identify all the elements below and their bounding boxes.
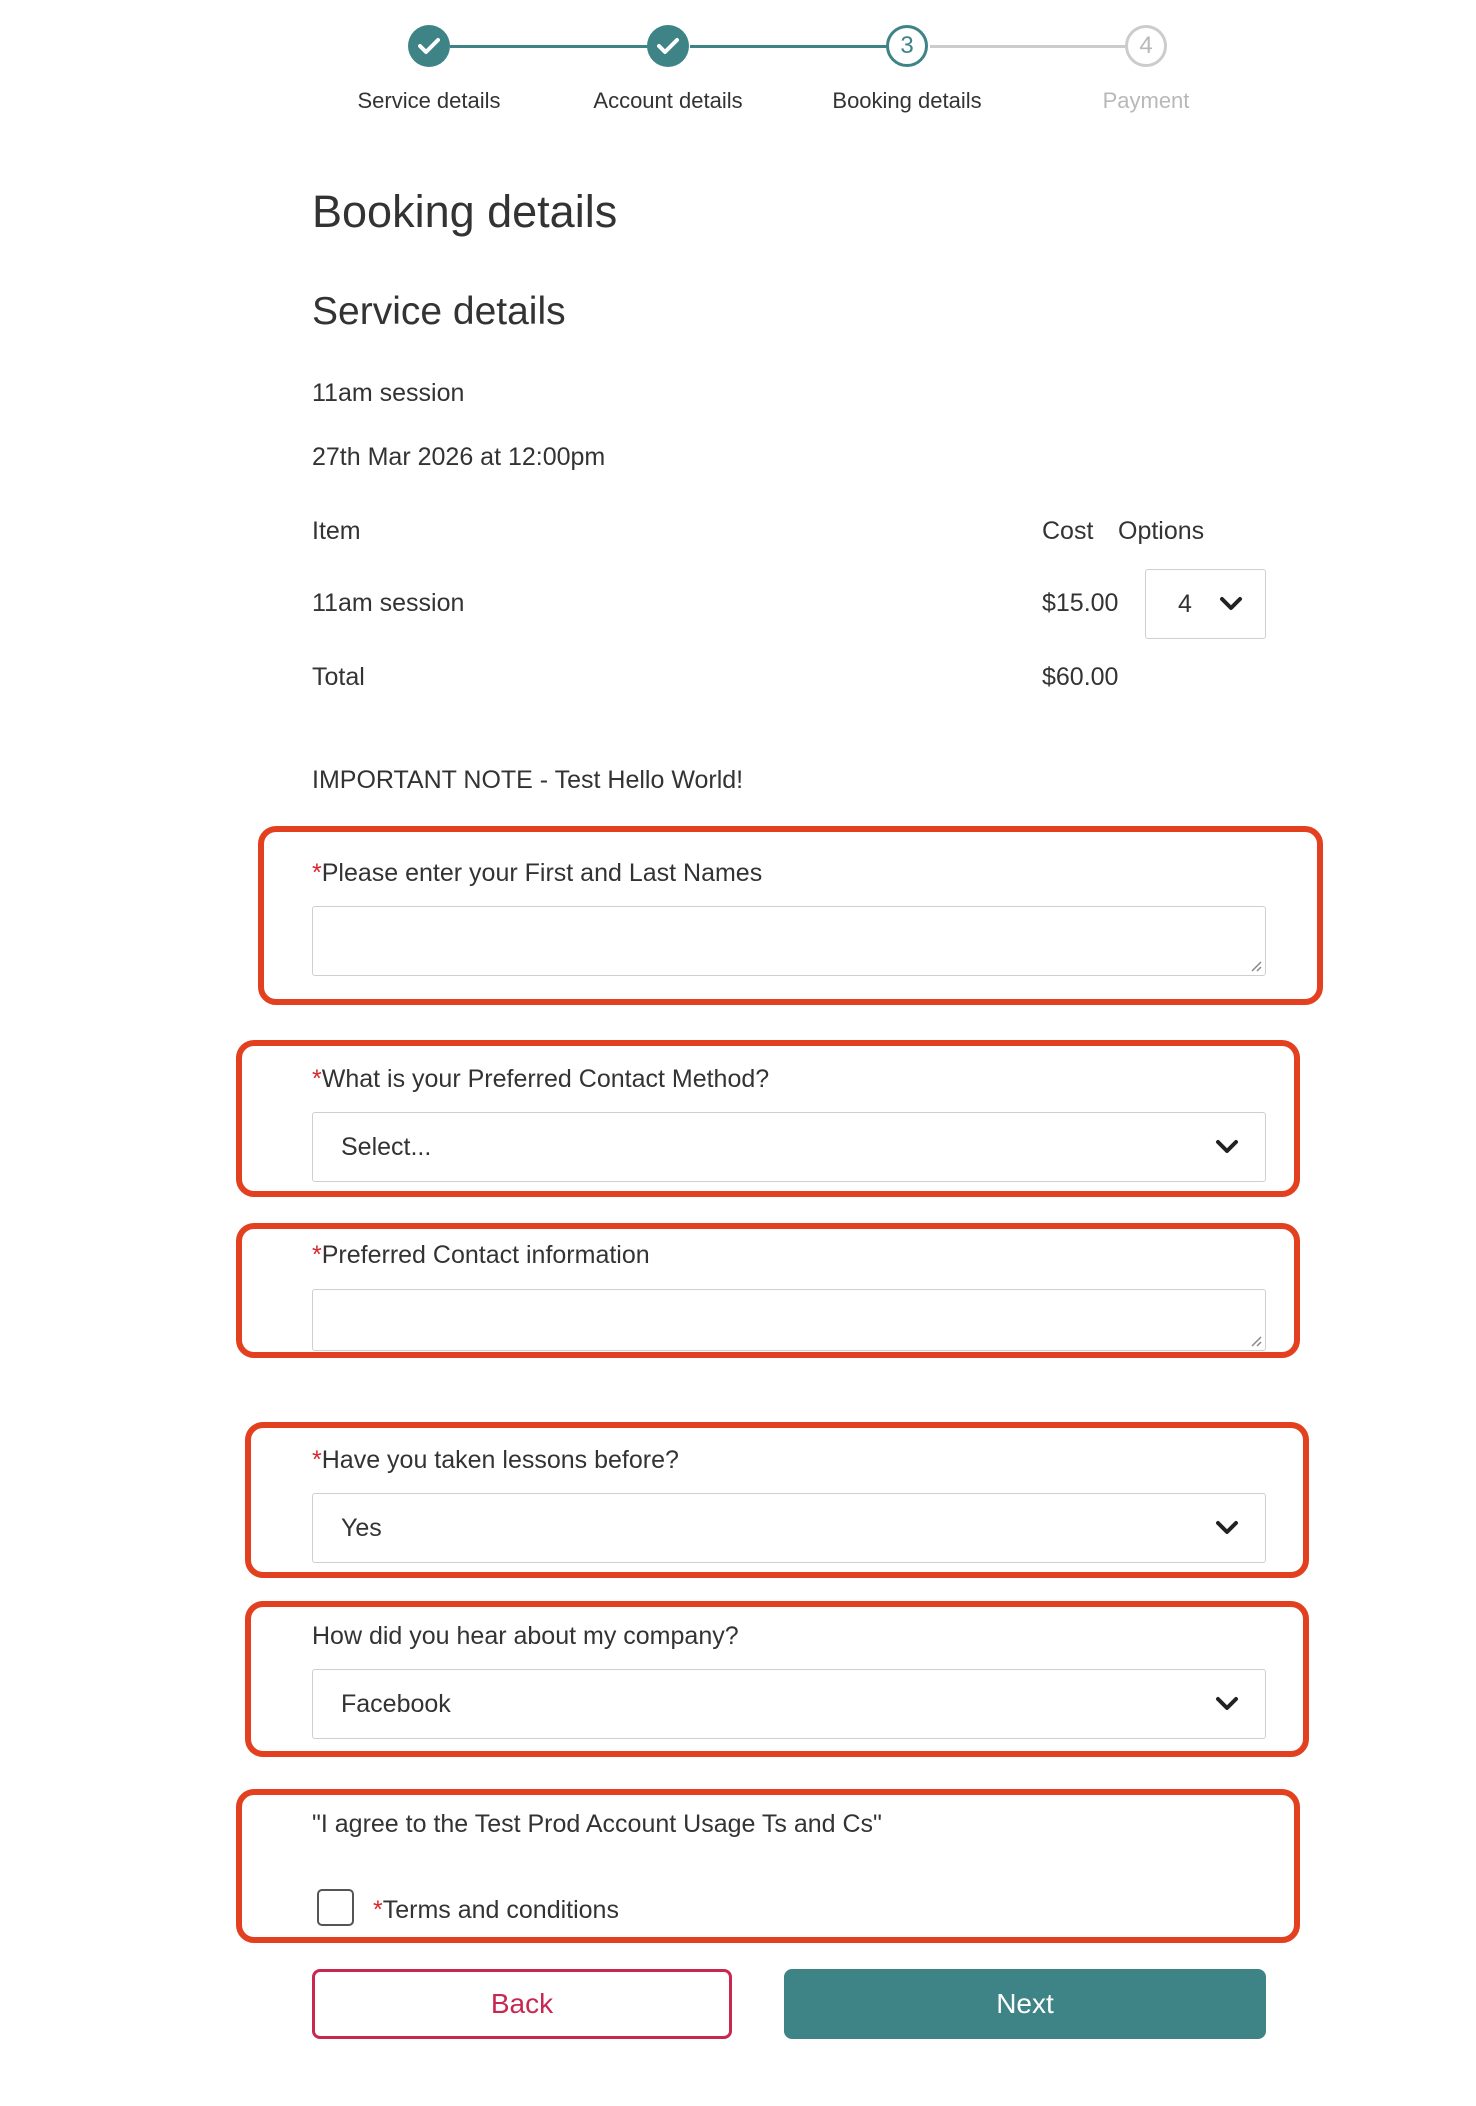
lessons-label-text: Have you taken lessons before?: [321, 1446, 679, 1474]
stepper-line-3: [930, 45, 1140, 48]
back-button[interactable]: Back: [312, 1969, 732, 2039]
step-3-number: 3: [900, 32, 914, 59]
session-datetime: 27th Mar 2026 at 12:00pm: [312, 443, 606, 471]
contact-method-value: Select...: [341, 1132, 432, 1161]
row-item-cost: $15.00: [1042, 589, 1119, 617]
page-title: Booking details: [312, 186, 618, 237]
step-4-number: 4: [1139, 32, 1153, 59]
stepper-line-1: [450, 45, 660, 48]
heard-value: Facebook: [341, 1689, 451, 1718]
check-icon: [418, 37, 440, 55]
quantity-select[interactable]: [1145, 569, 1266, 639]
terms-label-text: Terms and conditions: [382, 1896, 619, 1924]
contact-info-label: [312, 1241, 650, 1270]
total-value: $60.00: [1042, 663, 1119, 691]
resize-grip-icon[interactable]: [1248, 1333, 1262, 1347]
step-3-circle: [886, 25, 928, 67]
column-header-item: Item: [312, 517, 361, 545]
terms-checkbox[interactable]: [317, 1889, 354, 1926]
step-2-label[interactable]: Account details: [593, 88, 743, 113]
heard-label-text: How did you hear about my company?: [312, 1622, 739, 1650]
check-icon: [657, 37, 679, 55]
session-name: 11am session: [312, 379, 465, 407]
row-item-name: 11am session: [312, 589, 465, 617]
contact-info-textarea[interactable]: [312, 1289, 1266, 1351]
column-header-options: Options: [1118, 517, 1205, 545]
required-asterisk: *: [312, 1241, 322, 1269]
quantity-value: 4: [1178, 589, 1192, 618]
terms-label[interactable]: [373, 1896, 619, 1925]
chevron-down-icon: [1215, 1139, 1239, 1155]
next-button[interactable]: Next: [784, 1969, 1266, 2039]
contact-info-label-text: Preferred Contact information: [321, 1241, 650, 1269]
step-1-label[interactable]: Service details: [357, 88, 501, 113]
heard-label: [312, 1622, 739, 1651]
step-4-circle: [1125, 25, 1167, 67]
chevron-down-icon: [1215, 1696, 1239, 1712]
names-label: [312, 859, 762, 888]
section-title: Service details: [312, 290, 566, 333]
contact-method-label-text: What is your Preferred Contact Method?: [321, 1065, 770, 1093]
step-3-label: Booking details: [832, 88, 982, 113]
contact-method-select[interactable]: [312, 1112, 1266, 1182]
required-asterisk: *: [312, 859, 322, 887]
contact-method-label: [312, 1065, 769, 1094]
required-asterisk: *: [312, 1065, 322, 1093]
important-note: IMPORTANT NOTE - Test Hello World!: [312, 766, 744, 794]
lessons-select[interactable]: [312, 1493, 1266, 1563]
names-label-text: Please enter your First and Last Names: [321, 859, 763, 887]
step-2-circle[interactable]: [647, 25, 689, 67]
lessons-label: [312, 1446, 679, 1475]
agreement-text: "I agree to the Test Prod Account Usage Ts and Cs": [312, 1810, 882, 1838]
chevron-down-icon: [1219, 596, 1243, 612]
required-asterisk: *: [373, 1896, 383, 1924]
total-label: Total: [312, 663, 365, 691]
resize-grip-icon[interactable]: [1248, 958, 1262, 972]
lessons-value: Yes: [341, 1513, 382, 1542]
step-1-circle[interactable]: [408, 25, 450, 67]
heard-select[interactable]: [312, 1669, 1266, 1739]
chevron-down-icon: [1215, 1520, 1239, 1536]
step-4-label: Payment: [1102, 88, 1190, 113]
column-header-cost: Cost: [1042, 517, 1094, 545]
names-textarea[interactable]: [312, 906, 1266, 976]
required-asterisk: *: [312, 1446, 322, 1474]
stepper-line-2: [690, 45, 900, 48]
